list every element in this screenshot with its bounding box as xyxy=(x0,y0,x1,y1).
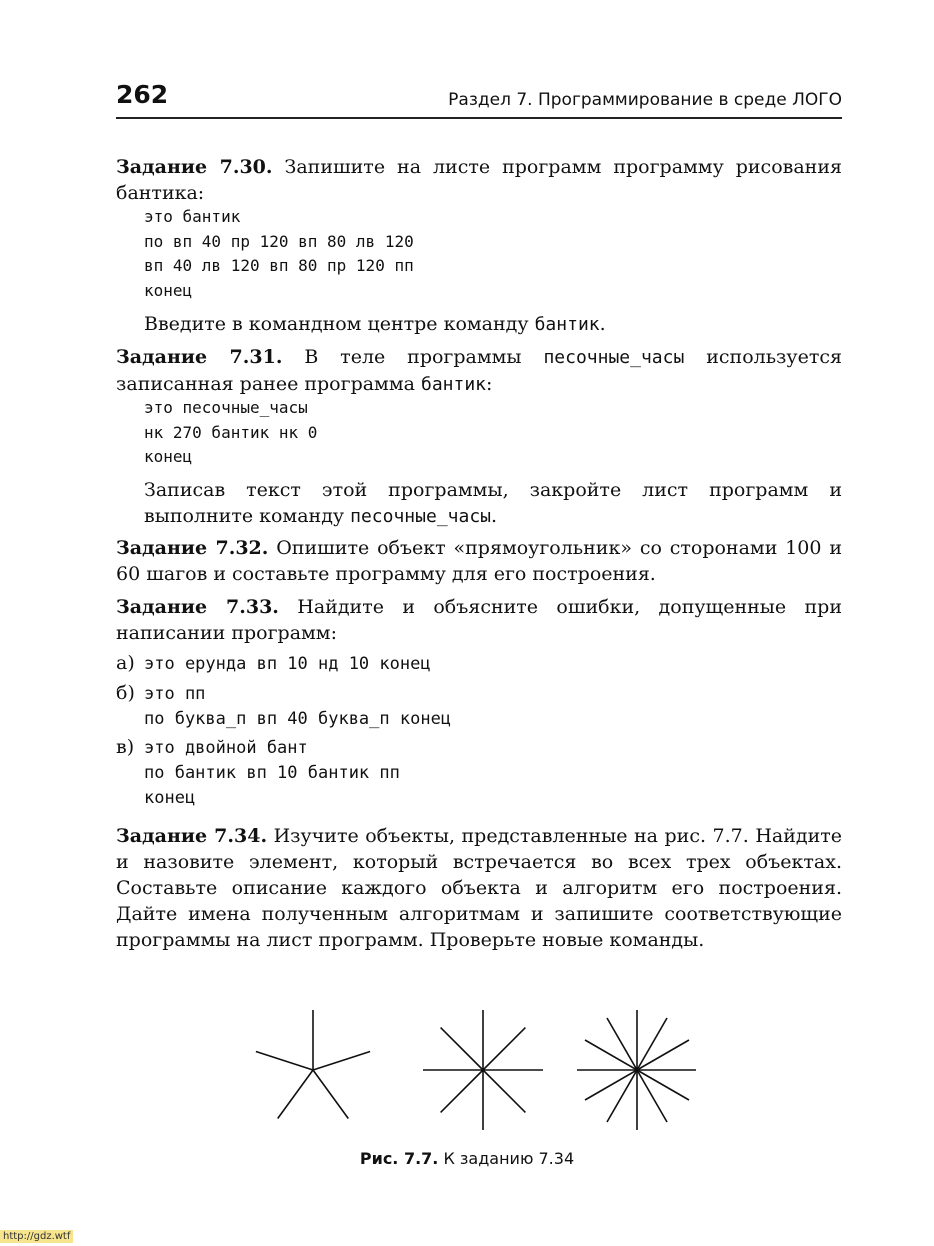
star-12-rays xyxy=(577,1010,696,1130)
punctuation: : xyxy=(486,373,493,395)
item-marker: а) xyxy=(116,652,135,674)
star-ray xyxy=(441,1028,483,1070)
code-line: нк 270 бантик нк 0 xyxy=(144,422,318,442)
task-7-32-statement xyxy=(116,535,842,587)
caption-text: К заданию 7.34 xyxy=(438,1149,575,1168)
star-ray xyxy=(256,1052,313,1071)
code-line: вп 40 лв 120 вп 80 пр 120 пп xyxy=(144,256,414,275)
task-7-33-statement xyxy=(116,594,842,646)
star-ray xyxy=(441,1070,483,1112)
task-text: используется записанная ранее программа xyxy=(116,346,842,395)
command-name: бантик xyxy=(534,314,600,335)
code-line: конец xyxy=(144,788,196,808)
task-7-33-item-c xyxy=(116,735,400,811)
watermark-link[interactable]: http://gdz.wtf xyxy=(0,1230,73,1243)
item-marker: б) xyxy=(116,682,135,704)
code-line: по бантик вп 10 бантик пп xyxy=(144,763,400,783)
task-label: Задание 7.31. xyxy=(116,346,283,368)
code-line: это бантик xyxy=(144,207,241,226)
star-8-rays xyxy=(423,1010,543,1130)
task-7-31-code xyxy=(144,396,317,470)
section-title: Раздел 7. Программирование в среде ЛОГО xyxy=(448,90,842,110)
header-divider xyxy=(116,117,842,119)
task-label: Задание 7.33. xyxy=(116,596,279,618)
task-text: Опишите объект «прямоугольник» со сторонами 100 и 60 шагов и составьте программу для его построения. xyxy=(116,537,842,585)
task-label: Задание 7.30. xyxy=(116,156,273,178)
command-name: песочные_часы xyxy=(350,506,492,527)
task-7-30-instruction xyxy=(144,311,842,338)
punctuation: . xyxy=(491,505,498,527)
task-7-30-code xyxy=(144,205,414,303)
code-line: это ерунда вп 10 нд 10 конец xyxy=(144,654,431,674)
code-line: по вп 40 пр 120 вп 80 лв 120 xyxy=(144,231,414,251)
code-line: это двойной бант xyxy=(144,738,308,758)
star-ray xyxy=(483,1028,525,1070)
task-7-34-statement xyxy=(116,823,842,953)
code-line: это песочные_часы xyxy=(144,398,308,417)
figure-7-7-stars xyxy=(246,1002,696,1132)
task-7-33-item-b xyxy=(116,681,451,732)
code-line: это пп xyxy=(144,684,206,704)
task-label: Задание 7.32. xyxy=(116,537,269,559)
code-line: конец xyxy=(144,280,193,300)
instruction-text: Записав текст этой программы, закройте лист программ и выполните команду xyxy=(144,479,842,527)
star-ray xyxy=(313,1070,348,1119)
task-text: В теле программы xyxy=(282,346,544,368)
star-ray xyxy=(483,1070,525,1112)
star-5-rays xyxy=(256,1010,370,1119)
task-7-31-instruction xyxy=(144,477,842,530)
code-line: конец xyxy=(144,447,193,466)
task-7-33-item-a xyxy=(116,651,431,677)
page-number: 262 xyxy=(116,80,169,109)
figure-caption xyxy=(0,1149,934,1168)
caption-label: Рис. 7.7. xyxy=(359,1149,439,1168)
punctuation: . xyxy=(599,313,606,335)
code-line: по буква_п вп 40 буква_п конец xyxy=(144,709,452,729)
task-text: Найдите и объясните ошибки, допущенные при написании программ: xyxy=(116,596,842,644)
command-name: бантик xyxy=(420,374,487,395)
instruction-text: Введите в командном центре команду xyxy=(144,313,535,335)
task-text: Изучите объекты, представленные на рис. 7.7. Найдите и назовите элемент, который встречается во всех трех объектах. Составьте описание каждого объекта и алгоритм его построения. Дайте имена полученным алгоритмам и запишите соответствующие программы на лист программ. Проверьте новые команды. xyxy=(116,825,842,951)
star-ray xyxy=(313,1052,370,1071)
task-7-30-statement xyxy=(116,154,842,206)
task-7-31-statement xyxy=(116,344,842,398)
task-text: Запишите на листе программ программу рисования бантика: xyxy=(116,156,842,204)
item-marker: в) xyxy=(116,736,135,758)
star-ray xyxy=(278,1070,313,1119)
task-label: Задание 7.34. xyxy=(116,825,268,847)
command-name: песочные_часы xyxy=(543,347,685,368)
